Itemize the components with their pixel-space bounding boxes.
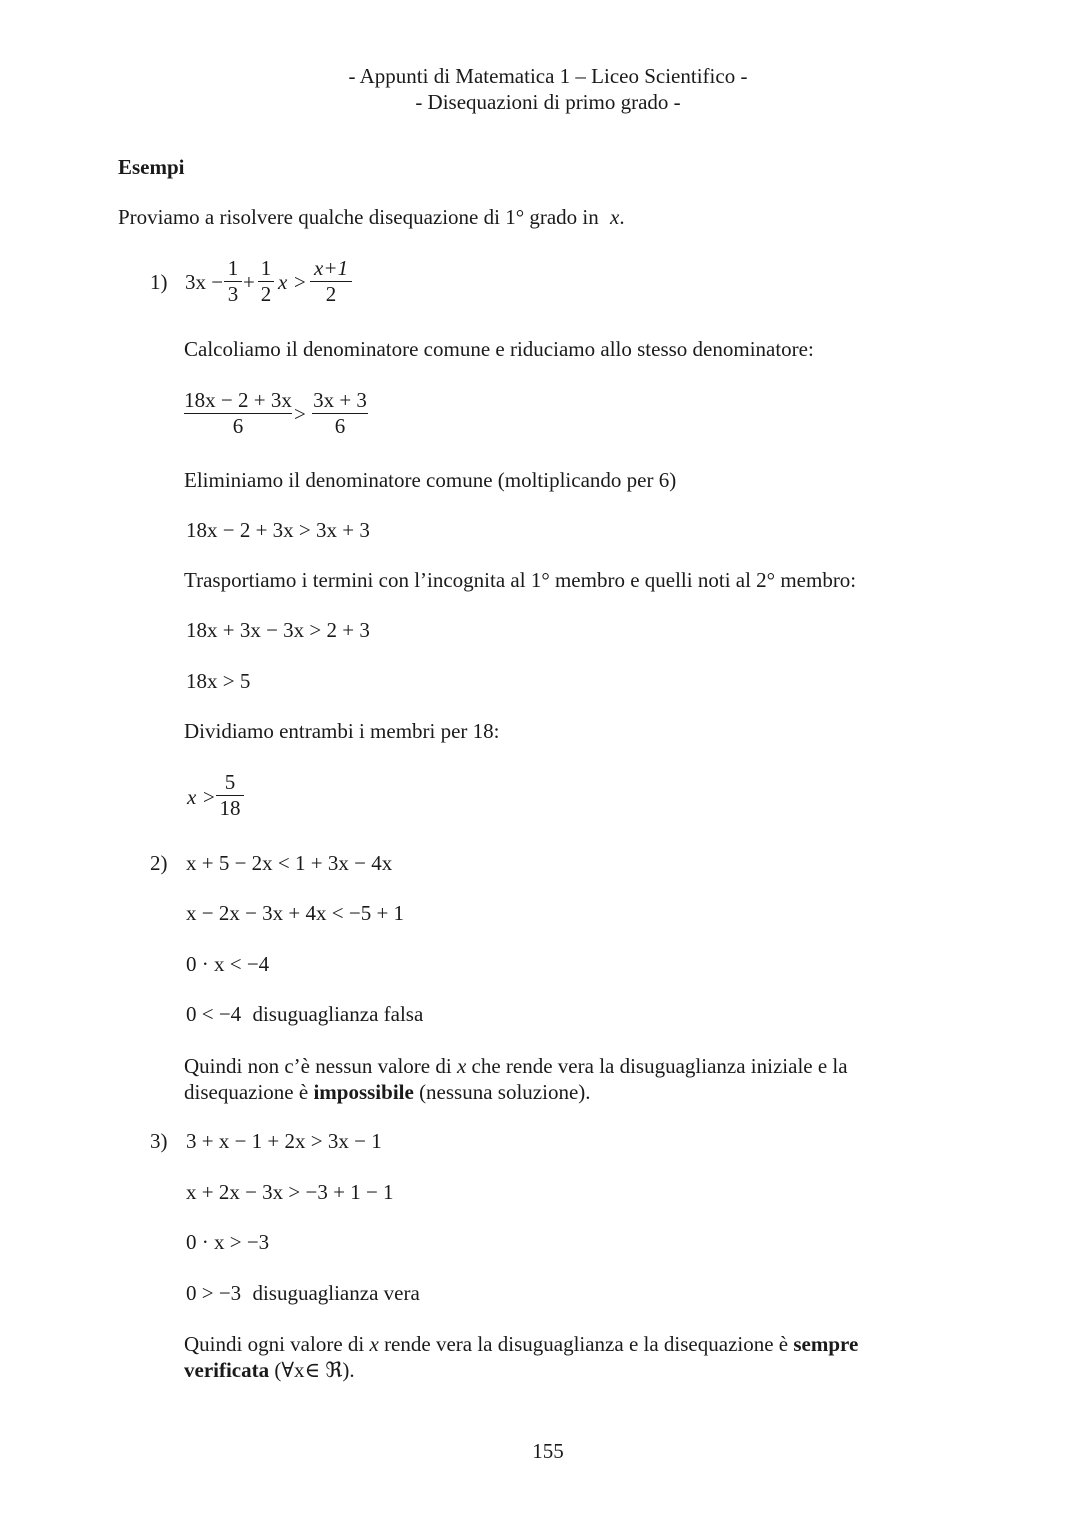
example-1-number: 1) <box>150 270 168 294</box>
example-1-step-4: Dividiamo entrambi i membri per 18: <box>184 719 500 743</box>
example-1-equation-2: 18x − 2 + 3x > 3x + 3 <box>186 518 370 542</box>
example-1-step-3: Trasportiamo i termini con l’incognita al 1° membro e quelli noti al 2° membro: <box>184 568 857 592</box>
example-3-conclusion-a: Quindi ogni valore di <box>184 1332 365 1356</box>
example-1-fraction-1 <box>224 258 242 305</box>
intro-sentence <box>118 207 625 228</box>
example-1-rhs-fraction <box>312 390 368 437</box>
example-3-equation-1: 3 + x − 1 + 2x > 3x − 1 <box>186 1129 382 1153</box>
fraction-numerator: 18x − 2 + 3x <box>184 388 292 412</box>
example-1-lead: 3x − <box>185 270 224 294</box>
fraction-denominator: 6 <box>232 414 244 438</box>
example-2-conclusion-b: che rende vera la disuguaglianza iniziale e la <box>471 1054 848 1078</box>
example-1-equation-3: 18x + 3x − 3x > 2 + 3 <box>186 618 370 642</box>
fraction-numerator: x+1 <box>314 256 348 280</box>
example-1-fraction-3 <box>310 258 352 305</box>
fraction-denominator: 6 <box>334 414 346 438</box>
example-3-number: 3) <box>150 1129 168 1153</box>
example-1-mid: x > <box>278 270 307 294</box>
example-2-equation-3: 0 · x < −4 <box>186 952 270 976</box>
example-3-conclusion <box>184 1331 944 1383</box>
fraction-denominator: 2 <box>325 282 337 306</box>
example-1-step-2: Eliminiamo il denominatore comune (moltiplicando per 6) <box>184 468 677 492</box>
example-3-conclusion-var: x <box>369 1332 379 1356</box>
example-1-fraction-2 <box>258 258 274 305</box>
fraction-numerator: 1 <box>260 256 272 280</box>
example-1-solution-fraction <box>216 772 244 819</box>
example-3-conclusion-c: (∀x∈ ℜ). <box>274 1358 355 1382</box>
fraction-denominator: 18 <box>219 796 241 820</box>
page-number: 155 <box>532 1439 564 1463</box>
header-line-1: - Appunti di Matematica 1 – Liceo Scientifico - <box>348 64 748 88</box>
header-line-2: - Disequazioni di primo grado - <box>415 90 681 114</box>
fraction-denominator: 3 <box>227 282 239 306</box>
example-1-gt: > <box>294 402 306 426</box>
fraction-numerator: 1 <box>227 256 239 280</box>
example-2-conclusion-d: (nessuna soluzione). <box>419 1080 591 1104</box>
example-1-lhs-fraction <box>184 390 292 437</box>
example-3-conclusion-bold-2: verificata <box>184 1358 270 1382</box>
example-2-equation-2: x − 2x − 3x + 4x < −5 + 1 <box>186 901 405 925</box>
example-2-equation-1: x + 5 − 2x < 1 + 3x − 4x <box>186 851 393 875</box>
example-3-true-label: disuguaglianza vera <box>252 1281 420 1305</box>
intro-text: Proviamo a risolvere qualche disequazione di 1° grado in <box>118 205 599 229</box>
example-2-false-inequality: 0 < −4 <box>186 1002 242 1026</box>
example-2-conclusion-c: disequazione è <box>184 1080 309 1104</box>
example-2-conclusion-bold: impossibile <box>313 1080 414 1104</box>
example-3-equation-4 <box>186 1283 420 1304</box>
example-2-conclusion-a: Quindi non c’è nessun valore di <box>184 1054 452 1078</box>
example-3-conclusion-bold-1: sempre <box>793 1332 859 1356</box>
fraction-numerator: 3x + 3 <box>313 388 367 412</box>
example-1-equation-4: 18x > 5 <box>186 669 251 693</box>
example-3-equation-3: 0 · x > −3 <box>186 1230 270 1254</box>
intro-end: . <box>619 205 625 229</box>
example-1-solution-lead: x > <box>187 785 216 809</box>
example-2-number: 2) <box>150 851 168 875</box>
section-title: Esempi <box>118 155 185 179</box>
example-2-conclusion <box>184 1053 944 1105</box>
intro-variable: x <box>610 205 620 229</box>
fraction-denominator: 2 <box>260 282 272 306</box>
example-2-conclusion-var: x <box>456 1054 467 1078</box>
fraction-numerator: 5 <box>224 770 236 794</box>
example-3-true-inequality: 0 > −3 <box>186 1281 242 1305</box>
example-1-step-1: Calcoliamo il denominatore comune e riduciamo allo stesso denominatore: <box>184 337 814 361</box>
example-1-plus: + <box>243 270 255 294</box>
example-3-equation-2: x + 2x − 3x > −3 + 1 − 1 <box>186 1180 394 1204</box>
example-2-equation-4 <box>186 1004 423 1025</box>
example-3-conclusion-b: rende vera la disuguaglianza e la disequazione è <box>384 1332 789 1356</box>
example-2-false-label: disuguaglianza falsa <box>252 1002 424 1026</box>
